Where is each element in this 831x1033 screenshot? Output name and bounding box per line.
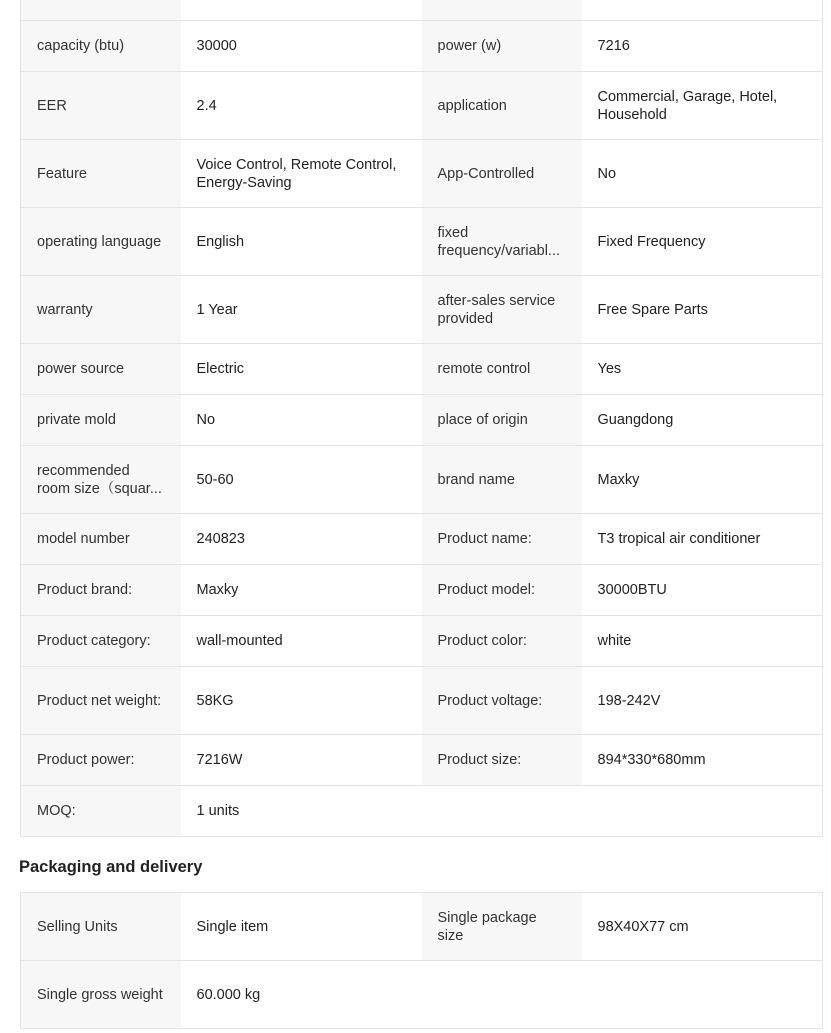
attribute-value: 30000 <box>181 21 422 72</box>
attribute-key: warranty <box>21 276 181 344</box>
attribute-value: 1 units <box>181 786 422 837</box>
attribute-key: Product brand: <box>21 565 181 616</box>
attribute-key: place of origin <box>422 395 582 446</box>
packaging-key: Single package size <box>422 893 582 961</box>
attribute-value: No <box>582 140 823 208</box>
attribute-key: Product power: <box>21 735 181 786</box>
table-row <box>21 786 823 837</box>
packaging-value: 98X40X77 cm <box>582 893 823 961</box>
packaging-key: Single gross weight <box>21 961 181 1029</box>
table-row <box>21 72 823 140</box>
table-row <box>21 893 823 961</box>
table-row <box>21 514 823 565</box>
attribute-key: Product name: <box>422 514 582 565</box>
attribute-key: Product category: <box>21 616 181 667</box>
table-row <box>21 140 823 208</box>
attribute-key <box>422 0 582 21</box>
attribute-key: App-Controlled <box>422 140 582 208</box>
attribute-key: brand name <box>422 446 582 514</box>
table-row <box>21 344 823 395</box>
attribute-key <box>21 446 181 514</box>
attribute-value: English <box>181 208 422 276</box>
attribute-value: 894*330*680mm <box>582 735 823 786</box>
attribute-key: EER <box>21 72 181 140</box>
table-row <box>21 565 823 616</box>
attribute-key: Product net weight: <box>21 667 181 735</box>
attribute-key: power source <box>21 344 181 395</box>
attribute-value: 7216W <box>181 735 422 786</box>
attribute-value: white <box>582 616 823 667</box>
table-row <box>21 616 823 667</box>
attribute-value: Fixed Frequency <box>582 208 823 276</box>
packaging-table <box>20 892 823 1029</box>
attribute-value: 1 Year <box>181 276 422 344</box>
packaging-section-title: Packaging and delivery <box>19 858 203 876</box>
attribute-value <box>181 0 422 21</box>
attribute-key: Product color: <box>422 616 582 667</box>
attribute-key: after-sales service provided <box>422 276 582 344</box>
packaging-key: Selling Units <box>21 893 181 961</box>
attribute-value: 2.4 <box>181 72 422 140</box>
attribute-value: 198-242V <box>582 667 823 735</box>
attribute-value: 7216 <box>582 21 823 72</box>
attribute-value: 30000BTU <box>582 565 823 616</box>
table-row <box>21 276 823 344</box>
attribute-key: Product voltage: <box>422 667 582 735</box>
attribute-key: Product size: <box>422 735 582 786</box>
attribute-key: remote control <box>422 344 582 395</box>
attribute-key-text: recommended room size（squar... <box>37 462 162 497</box>
attribute-key: application <box>422 72 582 140</box>
attribute-value: T3 tropical air conditioner <box>582 514 823 565</box>
attribute-value <box>582 0 823 21</box>
attribute-value: Maxky <box>181 565 422 616</box>
attribute-value: Commercial, Garage, Hotel, Household <box>582 72 823 140</box>
attribute-value: Maxky <box>582 446 823 514</box>
attribute-key <box>422 208 582 276</box>
attribute-value: Guangdong <box>582 395 823 446</box>
table-row <box>21 735 823 786</box>
attribute-key: model number <box>21 514 181 565</box>
attribute-value: 58KG <box>181 667 422 735</box>
table-row <box>21 446 823 514</box>
attribute-value: Free Spare Parts <box>582 276 823 344</box>
attribute-key <box>21 0 181 21</box>
attribute-key-text: fixed frequency/variabl... <box>437 224 561 259</box>
attribute-key: Feature <box>21 140 181 208</box>
attribute-key: capacity (btu) <box>21 21 181 72</box>
attribute-value: Yes <box>582 344 823 395</box>
attribute-key: power (w) <box>422 21 582 72</box>
table-row <box>21 208 823 276</box>
table-row <box>21 0 823 21</box>
attribute-key: Product model: <box>422 565 582 616</box>
attribute-empty-cell <box>582 786 823 837</box>
attribute-empty-cell <box>422 786 582 837</box>
packaging-empty-cell <box>422 961 582 1029</box>
attribute-value: Electric <box>181 344 422 395</box>
attribute-value: wall-mounted <box>181 616 422 667</box>
packaging-value: Single item <box>181 893 422 961</box>
attribute-value: Voice Control, Remote Control, Energy-Saving <box>181 140 422 208</box>
product-attributes-table <box>20 0 823 837</box>
table-row <box>21 667 823 735</box>
attribute-key: operating language <box>21 208 181 276</box>
packaging-value: 60.000 kg <box>181 961 422 1029</box>
packaging-empty-cell <box>582 961 823 1029</box>
attribute-value: 240823 <box>181 514 422 565</box>
attribute-value: 50-60 <box>181 446 422 514</box>
attribute-value: No <box>181 395 422 446</box>
table-row <box>21 395 823 446</box>
table-row <box>21 961 823 1029</box>
attribute-key: MOQ: <box>21 786 181 837</box>
table-row <box>21 21 823 72</box>
attribute-key: private mold <box>21 395 181 446</box>
